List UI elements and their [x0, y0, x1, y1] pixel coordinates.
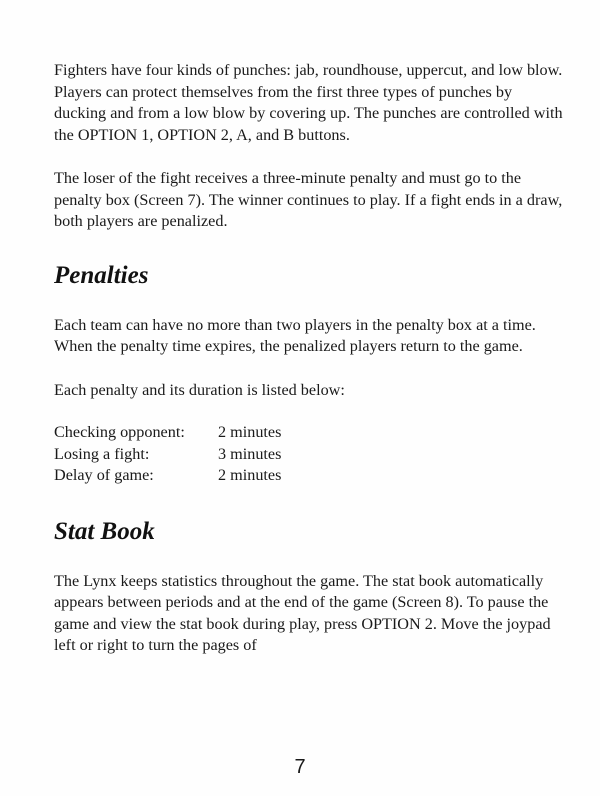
penalty-name: Checking opponent: — [54, 423, 185, 441]
penalty-box-paragraph: Each team can have no more than two players in the penalty box at a time. When the penalty time expires, the penalized players return to the game. — [54, 315, 536, 355]
penalties-heading: Penalties — [54, 261, 149, 289]
penalty-name: Delay of game: — [54, 466, 154, 484]
page-content — [54, 60, 564, 657]
penalty-table — [54, 422, 281, 487]
penalty-duration: 2 minutes — [218, 423, 282, 441]
penalty-name: Losing a fight: — [54, 444, 150, 463]
penalty-duration: 2 minutes — [218, 466, 282, 484]
table-row — [54, 444, 281, 466]
punches-paragraph: Fighters have four kinds of punches: jab, roundhouse, uppercut, and low blow. Players can protect themselves from the first three types of punches by ducking and from a low blow by covering up. The punches are controlled with the OPTION 1, OPTION 2, A, and B buttons. — [54, 61, 563, 144]
fight-loser-paragraph: The loser of the fight receives a three-minute penalty and must go to the penalty box (Screen 7). The winner continues to play. If a fight ends in a draw, both players are penalized. — [54, 169, 563, 230]
table-row — [54, 422, 281, 444]
penalty-duration: 3 minutes — [218, 444, 282, 463]
stat-book-paragraph: The Lynx keeps statistics throughout the game. The stat book automatically appears between periods and at the end of the game (Screen 8). To pause the game and view the stat book during play, press OPTION 2. Move the joypad left or right to turn the pages of — [54, 571, 551, 654]
stat-book-heading: Stat Book — [54, 517, 155, 545]
penalty-list-intro: Each penalty and its duration is listed below: — [54, 380, 345, 399]
page-number: 7 — [294, 756, 306, 778]
table-row — [54, 465, 281, 487]
